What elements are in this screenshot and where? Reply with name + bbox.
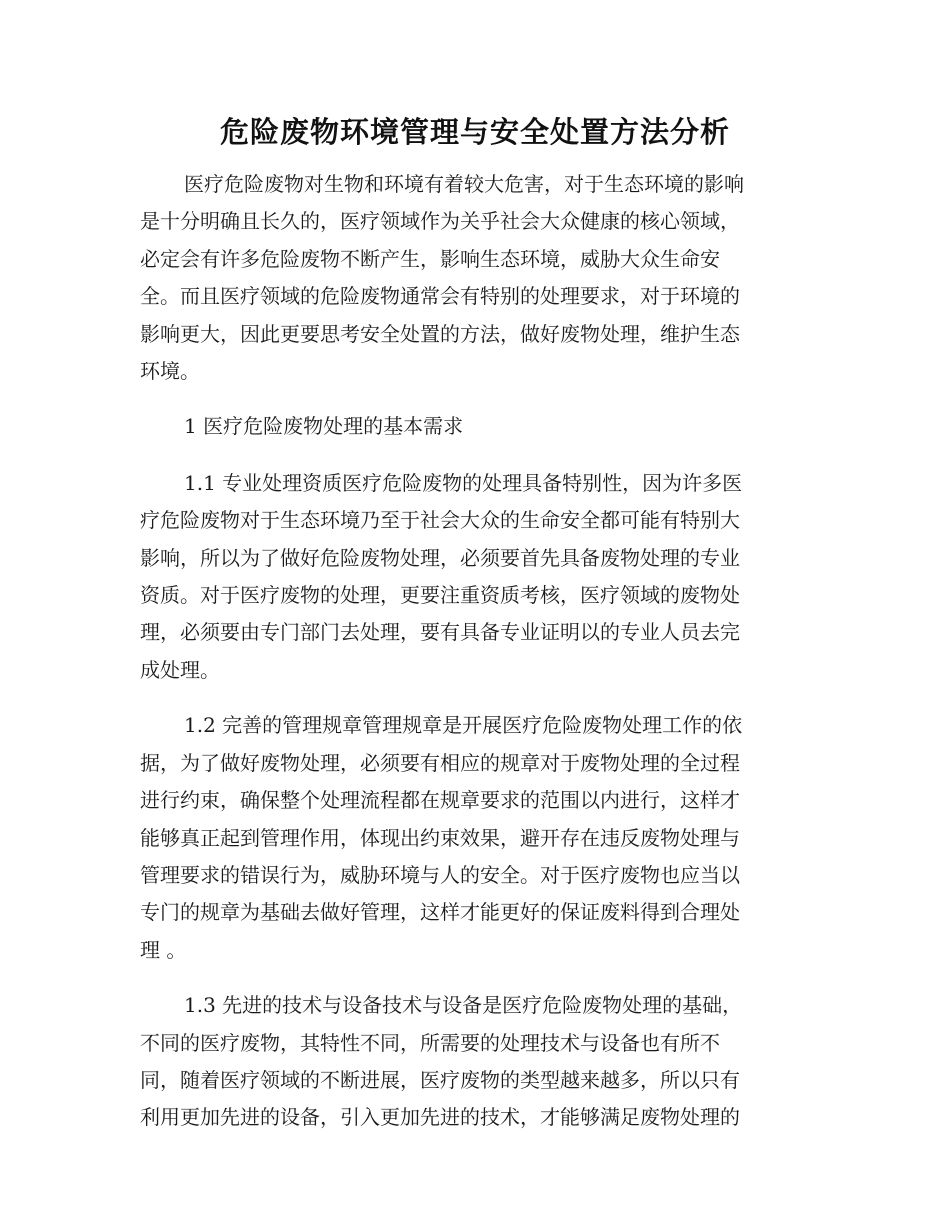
document-body (140, 166, 808, 1155)
text-line: 进行约束，确保整个处理流程都在规章要求的范围以内进行，这样才 (140, 788, 740, 813)
text-line: 必定会有许多危险废物不断产生，影响生态环境，威胁大众生命安 (140, 246, 720, 271)
text-line: 利用更加先进的设备，引入更加先进的技术，才能够满足废物处理的 (140, 1105, 740, 1130)
text-line: 医疗危险废物对生物和环境有着较大危害，对于生态环境的影响 (184, 172, 744, 196)
paragraph-intro (140, 166, 808, 390)
text-line: 1 医疗危险废物处理的基本需求 (184, 414, 464, 439)
text-line: 成处理。 (140, 657, 220, 682)
text-line: 疗危险废物对于生态环境乃至于社会大众的生命安全都可能有特别大 (140, 508, 740, 533)
paragraph-1-1 (140, 465, 808, 689)
text-line: 同，随着医疗领域的不断进展，医疗废物的类型越来越多，所以只有 (140, 1067, 740, 1092)
text-line: 不同的医疗废物，其特性不同，所需要的处理技术与设备也有所不 (140, 1030, 720, 1055)
section-heading (140, 408, 808, 445)
text-line: 全。而且医疗领域的危险废物通常会有特别的处理要求，对于环境的 (140, 284, 740, 309)
text-line: 影响，所以为了做好危险废物处理，必须要首先具备废物处理的专业 (140, 545, 740, 570)
text-line: 是十分明确且长久的，医疗领域作为关乎社会大众健康的核心领域， (140, 209, 740, 234)
text-line: 环境。 (140, 359, 200, 384)
text-line: 1.2 完善的管理规章管理规章是开展医疗危险废物处理工作的依 (184, 713, 743, 738)
text-line: 管理要求的错误行为，威胁环境与人的安全。对于医疗废物也应当以 (140, 862, 740, 887)
text-line: 据，为了做好废物处理，必须要有相应的规章对于废物处理的全过程 (140, 750, 740, 775)
text-line: 理 。 (140, 937, 187, 962)
paragraph-1-3 (140, 987, 808, 1137)
document-title: 危险废物环境管理与安全处置方法分析 (219, 115, 730, 149)
text-line: 资质。对于医疗废物的处理，更要注重资质考核，医疗领域的废物处 (140, 583, 740, 608)
text-line: 1.3 先进的技术与设备技术与设备是医疗危险废物处理的基础， (184, 993, 743, 1018)
text-line: 专门的规章为基础去做好管理，这样才能更好的保证废料得到合理处 (140, 900, 740, 925)
text-line: 能够真正起到管理作用，体现出约束效果，避开存在违反废物处理与 (140, 825, 740, 850)
paragraph-1-2 (140, 707, 808, 969)
text-line: 影响更大，因此更要思考安全处置的方法，做好废物处理，维护生态 (140, 321, 740, 346)
text-line: 1.1 专业处理资质医疗危险废物的处理具备特别性，因为许多医 (184, 470, 743, 495)
text-line: 理，必须要由专门部门去处理，要有具备专业证明以的专业人员去完 (140, 620, 740, 645)
